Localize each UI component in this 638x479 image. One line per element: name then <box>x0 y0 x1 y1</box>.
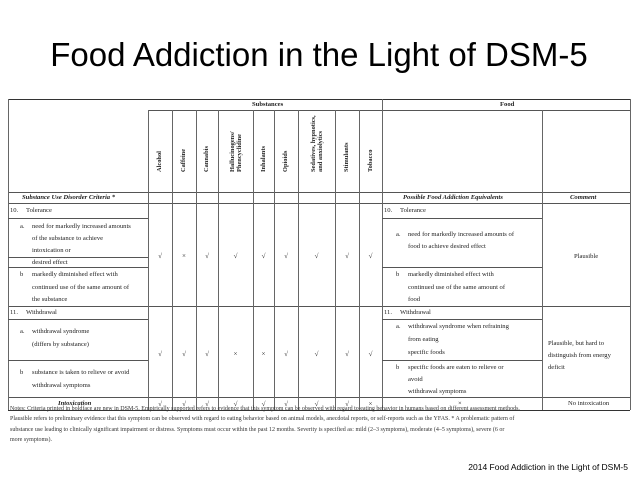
column-rule <box>298 110 299 410</box>
food-tolerance-title-rule <box>382 218 542 219</box>
tolerance-number: 10. <box>10 207 19 214</box>
withdrawal-comment: distinguish from energy <box>548 352 611 359</box>
intoxication-food-mark: × <box>458 400 462 407</box>
notes-line: Notes: Criteria printed in boldface are new in DSM-5. Empirically supported refers to evidence that this symptom can be observed with regard to eating behavior in humans based on different assessment methods. <box>10 406 520 412</box>
food-withdrawal-b-label: b <box>396 364 400 371</box>
tolerance-a-label: a. <box>20 223 25 230</box>
withdrawal-bottom-rule <box>8 397 630 398</box>
criteria-column-header: Substance Use Disorder Criteria * <box>22 194 116 201</box>
food-withdrawal-b-line: avoid <box>408 376 423 383</box>
column-rule <box>542 110 543 410</box>
column-rule <box>8 99 9 410</box>
withdrawal-b-line: substance is taken to relieve or avoid <box>32 369 130 376</box>
food-withdrawal-number: 11. <box>384 309 392 316</box>
intoxication-label: Intoxication <box>58 400 92 407</box>
tolerance-title: Tolerance <box>26 207 52 214</box>
tolerance-mark: √ <box>261 252 266 260</box>
notes-line: Plausible refers to preliminary evidence that this symptom can be observed with regard to eating behavior based on animal models, anecdotal reports, or self-reports such as the YFAS. * A problematic pattern of <box>10 416 515 423</box>
tolerance-comment: Plausible <box>574 253 599 260</box>
intoxication-mark: × <box>368 400 373 408</box>
tolerance-title-rule <box>8 218 148 219</box>
equivalents-column-header: Possible Food Addiction Equivalents <box>403 194 503 201</box>
withdrawal-mark: √ <box>314 350 319 358</box>
food-tolerance-b-label: b <box>396 271 400 278</box>
intoxication-mark: √ <box>345 400 349 408</box>
table-notes <box>10 404 630 445</box>
withdrawal-mark: × <box>233 350 238 358</box>
withdrawal-a-line: withdrawal syndrome <box>32 328 90 335</box>
tolerance-a-line: of the substance to achieve <box>32 235 104 242</box>
tolerance-b-line: continued use of the same amount of <box>32 284 130 291</box>
row-rule <box>8 360 148 361</box>
food-withdrawal-b-line: withdrawal symptoms <box>408 388 467 395</box>
slide-title: Food Addiction in the Light of DSM-5 <box>50 36 588 73</box>
column-rule <box>196 110 197 410</box>
intoxication-mark: √ <box>261 400 266 408</box>
column-rule <box>359 110 360 410</box>
withdrawal-mark: √ <box>284 350 288 358</box>
column-rule <box>335 110 336 410</box>
intoxication-mark: √ <box>182 400 186 408</box>
tolerance-b-line: markedly diminished effect with <box>32 271 118 278</box>
withdrawal-a-label: a. <box>20 328 25 335</box>
withdrawal-number: 11. <box>10 309 18 316</box>
food-tolerance-b-line: continued use of the same amount of <box>408 284 506 291</box>
tolerance-b-line: the substance <box>32 296 68 303</box>
withdrawal-title-rule <box>8 319 148 320</box>
substance-column-header: Stimulants <box>343 142 350 172</box>
substance-column-header: Alcohol <box>156 151 163 172</box>
food-withdrawal-title: Withdrawal <box>400 309 431 316</box>
tolerance-b-label: b <box>20 271 24 278</box>
food-withdrawal-a-line: withdrawal syndrome when refraining <box>408 323 509 330</box>
food-tolerance-b-line: markedly diminished effect with <box>408 271 494 278</box>
column-rule <box>274 110 275 410</box>
withdrawal-b-line: withdrawal symptoms <box>32 382 91 389</box>
substance-column-header: Hallucinogens/ Phencyclidine <box>228 131 243 172</box>
tolerance-bottom-rule <box>8 306 630 307</box>
tolerance-mark: √ <box>284 252 288 260</box>
withdrawal-mark: √ <box>205 350 209 358</box>
food-withdrawal-a-line: from eating <box>408 336 439 343</box>
subheader-rule <box>8 203 630 204</box>
withdrawal-mark: × <box>261 350 266 358</box>
slide-caption: 2014 Food Addiction in the Light of DSM-5 <box>468 462 628 472</box>
column-rule <box>382 99 383 410</box>
notes-line: substance use leading to clinically significant impairment or distress. Symptoms must occur within the past 12 months. Severity is specified as: mild (2–3 symptoms), moderate (4–5 symptoms), severe (6 or <box>10 426 505 433</box>
food-tolerance-a-label: a. <box>396 231 401 238</box>
tolerance-mark: √ <box>158 252 162 260</box>
food-tolerance-a-line: need for markedly increased amounts of <box>408 231 515 238</box>
food-withdrawal-b-line: specific foods are eaten to relieve or <box>408 364 504 371</box>
row-rule <box>8 257 148 258</box>
column-header-rule <box>8 192 630 193</box>
substance-column-header: Tobacco <box>366 149 374 172</box>
tolerance-mark: √ <box>314 252 319 260</box>
substance-column-header: Sedatives, hypnotics, and anxiolytics <box>309 115 324 172</box>
column-rule <box>148 110 149 410</box>
tolerance-mark: × <box>182 252 186 260</box>
tolerance-a-line: need for markedly increased amounts <box>32 223 131 230</box>
food-tolerance-title: Tolerance <box>400 207 426 214</box>
intoxication-mark: √ <box>158 400 162 408</box>
table-top-rule <box>8 99 630 100</box>
food-tolerance-b-line: food <box>408 296 421 303</box>
withdrawal-mark: √ <box>182 350 186 358</box>
withdrawal-mark: √ <box>158 350 162 358</box>
withdrawal-b-label: b <box>20 369 24 376</box>
food-tolerance-number: 10. <box>384 207 393 214</box>
food-withdrawal-title-rule <box>382 319 542 320</box>
row-rule <box>382 267 542 268</box>
substances-group-header: Substances <box>252 101 284 108</box>
column-rule <box>218 110 219 410</box>
intoxication-mark: √ <box>284 400 288 408</box>
food-group-header: Food <box>500 101 515 108</box>
substance-column-header: Inhalants <box>259 146 267 172</box>
withdrawal-mark: √ <box>368 350 373 358</box>
substance-column-header: Cannabis <box>203 146 210 172</box>
substance-column-header: Caffeine <box>180 148 187 172</box>
substance-column-header: Opioids <box>282 150 289 172</box>
food-withdrawal-a-label: a. <box>396 323 401 330</box>
tolerance-mark: √ <box>345 252 349 260</box>
tolerance-mark: √ <box>205 252 209 260</box>
comment-column-header: Comment <box>570 194 597 201</box>
intoxication-mark: √ <box>205 400 209 408</box>
withdrawal-mark: √ <box>345 350 349 358</box>
row-rule <box>382 360 542 361</box>
withdrawal-title: Withdrawal <box>26 309 57 316</box>
tolerance-a-line: desired effect <box>32 259 68 266</box>
tolerance-a-line: intoxication or <box>32 247 71 254</box>
withdrawal-a-line: (differs by substance) <box>32 341 90 348</box>
group-header-rule <box>148 110 630 111</box>
column-rule <box>253 110 254 410</box>
intoxication-mark: √ <box>233 400 238 408</box>
tolerance-mark: √ <box>368 252 373 260</box>
intoxication-comment: No intoxication <box>568 400 610 407</box>
intoxication-mark: √ <box>314 400 319 408</box>
withdrawal-comment: deficit <box>548 364 565 371</box>
notes-line: more symptoms). <box>10 436 52 443</box>
food-withdrawal-a-line: specific foods <box>408 349 445 356</box>
tolerance-mark: √ <box>233 252 238 260</box>
column-rule <box>630 99 631 410</box>
withdrawal-comment: Plausible, but hard to <box>548 340 605 347</box>
food-tolerance-a-line: food to achieve desired effect <box>408 243 486 250</box>
column-rule <box>172 110 173 410</box>
row-rule <box>8 267 148 268</box>
